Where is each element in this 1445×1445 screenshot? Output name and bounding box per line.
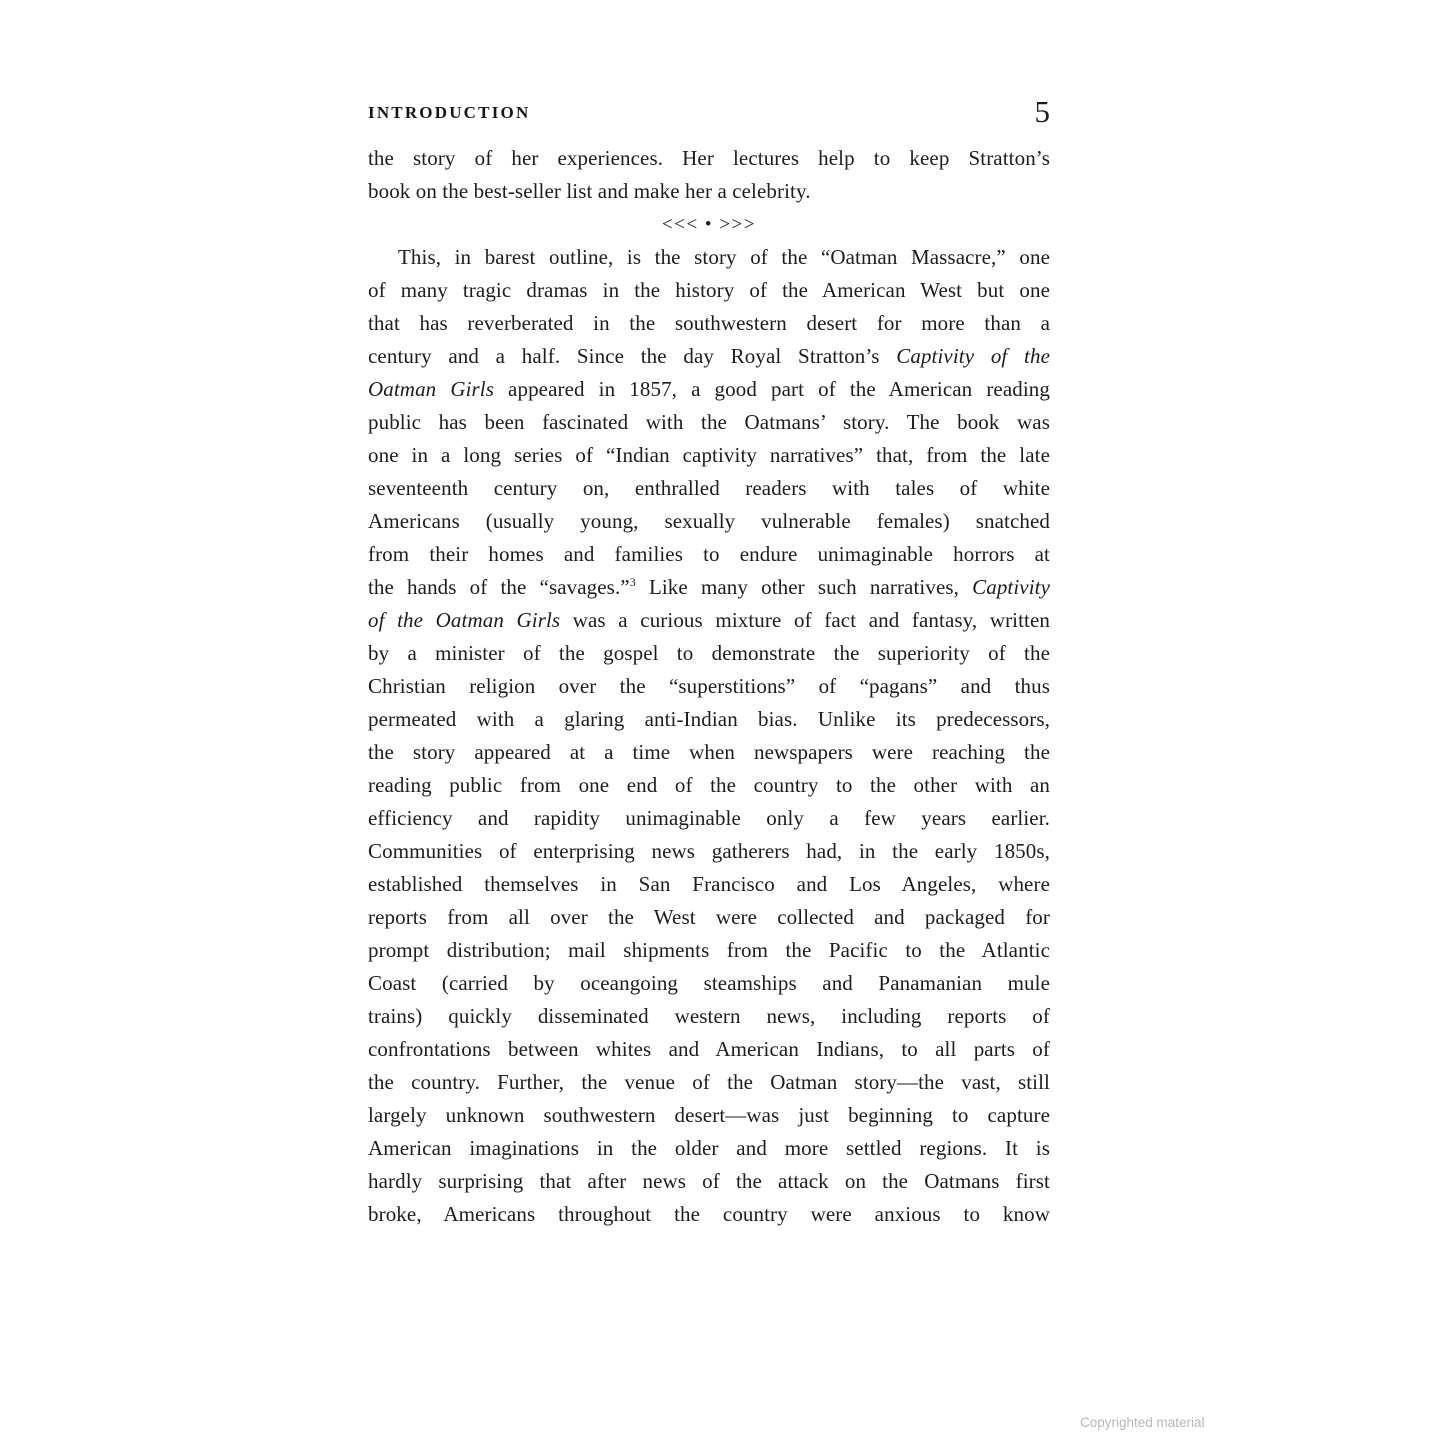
text-line bbox=[368, 142, 1050, 175]
text-line bbox=[368, 1198, 1050, 1231]
text-segment: Coast (carried by oceangoing steamships and Panamanian mule bbox=[368, 971, 1050, 995]
text-segment: the story appeared at a time when newspapers were reaching the bbox=[368, 740, 1050, 764]
text-line bbox=[368, 769, 1050, 802]
paragraph-main bbox=[368, 241, 1050, 1231]
text-line bbox=[368, 274, 1050, 307]
text-segment: the story of her experiences. Her lectures help to keep Stratton’s bbox=[368, 146, 1050, 170]
text-segment: public has been fascinated with the Oatmans’ story. The book was bbox=[368, 410, 1050, 434]
text-segment: hardly surprising that after news of the attack on the Oatmans first bbox=[368, 1169, 1050, 1193]
text-line bbox=[368, 934, 1050, 967]
footnote-reference: 3 bbox=[629, 575, 636, 589]
text-line bbox=[368, 307, 1050, 340]
text-line bbox=[368, 868, 1050, 901]
text-segment: from their homes and families to endure unimaginable horrors at bbox=[368, 542, 1050, 566]
page-number: 5 bbox=[1034, 94, 1050, 129]
text-segment: established themselves in San Francisco and Los Angeles, where bbox=[368, 872, 1050, 896]
text-segment: Christian religion over the “superstitions” of “pagans” and thus bbox=[368, 674, 1050, 698]
text-segment: was a curious mixture of fact and fantasy, written bbox=[560, 608, 1050, 632]
text-segment: the hands of the “savages.” bbox=[368, 575, 630, 599]
text-segment: Americans (usually young, sexually vulnerable females) snatched bbox=[368, 509, 1050, 533]
text-line bbox=[368, 241, 1050, 274]
text-segment: century and a half. Since the day Royal Stratton’s bbox=[368, 344, 897, 368]
text-segment: American imaginations in the older and more settled regions. It is bbox=[368, 1136, 1050, 1160]
text-line bbox=[368, 670, 1050, 703]
text-segment: efficiency and rapidity unimaginable only a few years earlier. bbox=[368, 806, 1050, 830]
text-segment: Communities of enterprising news gatherers had, in the early 1850s, bbox=[368, 839, 1050, 863]
text-line bbox=[368, 1132, 1050, 1165]
book-title-italic: Oatman Girls bbox=[368, 377, 494, 401]
text-line bbox=[368, 901, 1050, 934]
text-segment: Like many other such narratives, bbox=[635, 575, 973, 599]
text-line bbox=[368, 472, 1050, 505]
copyright-watermark: Copyrighted material bbox=[1080, 1415, 1205, 1430]
text-line bbox=[368, 538, 1050, 571]
text-segment: permeated with a glaring anti-Indian bias. Unlike its predecessors, bbox=[368, 707, 1050, 731]
book-title-italic: of the Oatman Girls bbox=[368, 608, 561, 632]
text-line bbox=[368, 835, 1050, 868]
text-segment: the country. Further, the venue of the Oatman story—the vast, still bbox=[368, 1070, 1050, 1094]
text-line bbox=[368, 967, 1050, 1000]
text-line bbox=[368, 637, 1050, 670]
book-title-italic: Captivity of the bbox=[896, 344, 1051, 368]
text-segment: by a minister of the gospel to demonstrate the superiority of the bbox=[368, 641, 1050, 665]
text-line bbox=[368, 406, 1050, 439]
text-segment: that has reverberated in the southwestern desert for more than a bbox=[368, 311, 1050, 335]
text-segment: reading public from one end of the country to the other with an bbox=[368, 773, 1050, 797]
text-line bbox=[368, 1033, 1050, 1066]
text-segment: seventeenth century on, enthralled readers with tales of white bbox=[368, 476, 1050, 500]
text-line bbox=[368, 373, 1050, 406]
text-segment: confrontations between whites and American Indians, to all parts of bbox=[368, 1037, 1050, 1061]
text-line bbox=[368, 736, 1050, 769]
text-line bbox=[368, 1000, 1050, 1033]
text-line bbox=[368, 1066, 1050, 1099]
text-segment: book on the best-seller list and make her a celebrity. bbox=[368, 179, 811, 203]
text-line bbox=[368, 703, 1050, 736]
text-segment: prompt distribution; mail shipments from the Pacific to the Atlantic bbox=[368, 938, 1050, 962]
text-line bbox=[368, 802, 1050, 835]
book-title-italic: Captivity bbox=[972, 575, 1050, 599]
text-segment: This, in barest outline, is the story of the “Oatman Massacre,” one bbox=[398, 245, 1050, 269]
text-line bbox=[368, 571, 1050, 604]
text-line bbox=[368, 439, 1050, 472]
text-line bbox=[368, 505, 1050, 538]
text-segment: of many tragic dramas in the history of the American West but one bbox=[368, 278, 1050, 302]
text-line bbox=[368, 604, 1050, 637]
text-line bbox=[368, 340, 1050, 373]
text-line bbox=[368, 1165, 1050, 1198]
text-segment: largely unknown southwestern desert—was just beginning to capture bbox=[368, 1103, 1050, 1127]
page-text-block bbox=[368, 142, 1050, 1231]
text-segment: trains) quickly disseminated western news, including reports of bbox=[368, 1004, 1050, 1028]
running-header-title: INTRODUCTION bbox=[368, 103, 531, 122]
section-divider: <<< • >>> bbox=[662, 214, 756, 235]
text-segment: one in a long series of “Indian captivity narratives” that, from the late bbox=[368, 443, 1050, 467]
text-segment: reports from all over the West were collected and packaged for bbox=[368, 905, 1050, 929]
text-line bbox=[368, 175, 1050, 208]
text-line bbox=[368, 1099, 1050, 1132]
text-segment: broke, Americans throughout the country were anxious to know bbox=[368, 1202, 1050, 1226]
paragraph-continuation bbox=[368, 142, 1050, 208]
text-segment: appeared in 1857, a good part of the American reading bbox=[494, 377, 1050, 401]
running-head bbox=[368, 92, 1050, 129]
